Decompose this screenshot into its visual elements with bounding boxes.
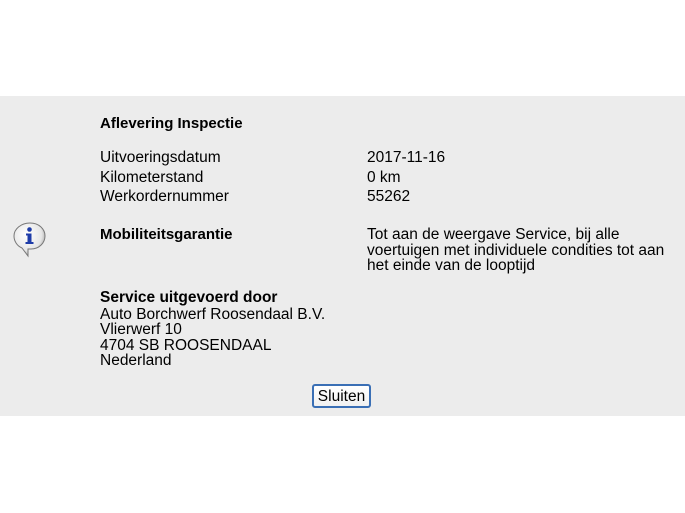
service-provider-heading: Service uitgevoerd door [100,289,278,306]
mobility-guarantee-value: Tot aan de weergave Service, bij alle voertuigen met individuele condities tot aan het einde van de looptijd [367,226,665,274]
detail-value: 0 km [367,168,401,186]
detail-row-date [100,148,660,168]
mobility-guarantee-label: Mobiliteitsgarantie [100,226,233,243]
service-provider-company: Auto Borchwerf Roosendaal B.V. [100,305,326,323]
detail-value: 2017-11-16 [367,149,446,166]
service-provider-country: Nederland [100,352,172,369]
detail-label: Werkordernummer [100,188,229,205]
close-button[interactable]: Sluiten [312,384,371,408]
info-icon [11,220,51,260]
detail-row-work-order [100,187,660,207]
detail-row-mileage [100,168,660,188]
service-provider-city: 4704 SB ROOSENDAAL [100,336,272,354]
service-provider [100,290,325,369]
detail-value: 55262 [367,188,411,205]
detail-label: Kilometerstand [100,168,204,186]
dialog-title: Aflevering Inspectie [100,115,243,132]
service-provider-street: Vlierwerf 10 [100,321,182,338]
detail-label: Uitvoeringsdatum [100,149,221,166]
inspection-details [100,148,660,207]
inspection-dialog [0,96,685,416]
